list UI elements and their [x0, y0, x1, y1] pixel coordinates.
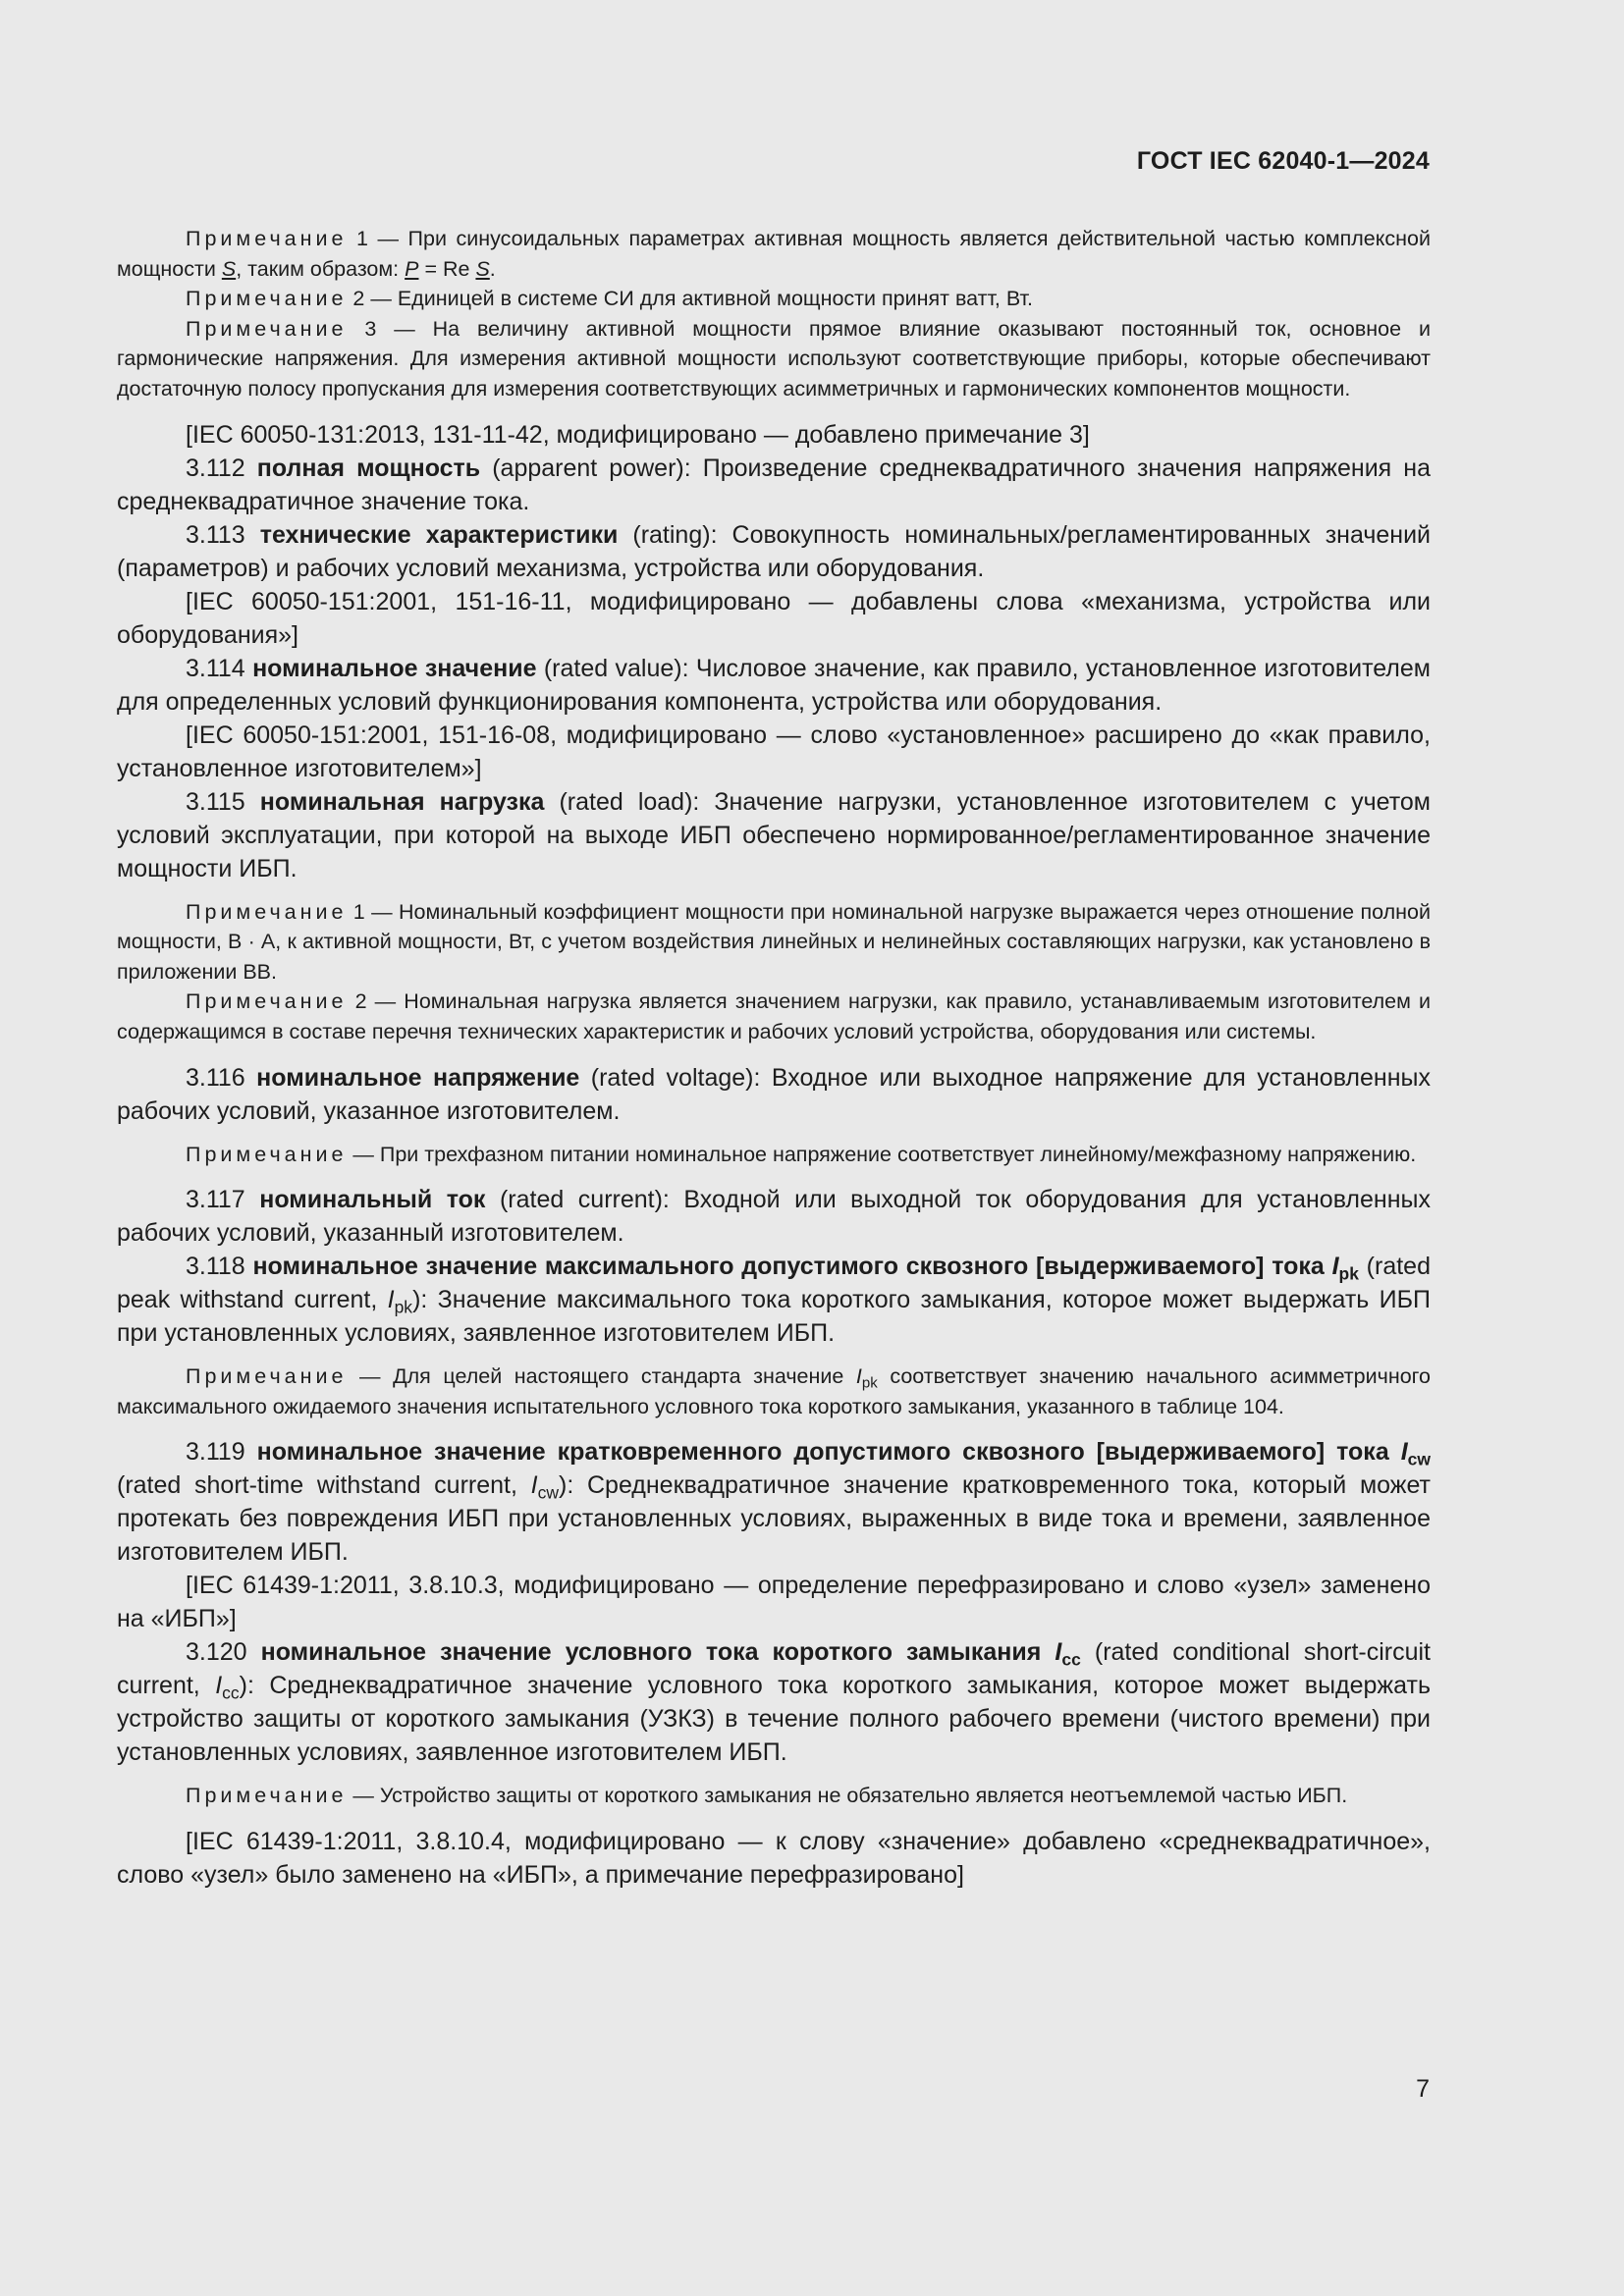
document-header: ГОСТ IEC 62040-1—2024 [1136, 147, 1430, 175]
reference-4: [IEC 61439-1:2011, 3.8.10.3, модифицировано — определение перефразировано и слово «узел» заменено на «ИБП»] [117, 1572, 1431, 1633]
symbol-i: I [855, 1364, 862, 1389]
reference-2: [IEC 60050-151:2001, 151-16-11, модифицировано — добавлены слова «механизма, устройства или оборудования»] [117, 587, 1431, 649]
term-title: номинальный ток [259, 1186, 486, 1214]
note-120: Примечание — Устройство защиты от короткого замыкания не обязательно является неотъемлемой частью ИБП. [186, 1784, 1348, 1808]
symbol-i: I [387, 1286, 395, 1314]
note-1: Примечание 1 — При синусоидальных параметрах активная мощность является действительной частью комплексной мощности S, таким образом: P = Re S. [117, 227, 1431, 281]
term-3-115: 3.115 номинальная нагрузка (rated load): Значение нагрузки, установленное изготовителем с учетом условий эксплуатации, при которой на выходе ИБП обеспечено нормированное/регламентированное значение мощности ИБП. [117, 787, 1431, 882]
term-3-116: 3.116 номинальное напряжение (rated voltage): Входное или выходное напряжение для установленных рабочих условий, указанное изготовителем. [117, 1063, 1431, 1125]
term-title: номинальное значение кратковременного допустимого сквозного [выдерживаемого] тока [256, 1438, 1401, 1467]
term-3-114: 3.114 номинальное значение (rated value): Числовое значение, как правило, установленное изготовителем для определенных условий функционирования компонента, устройства или оборудования. [117, 654, 1431, 716]
reference-1: [IEC 60050-131:2013, 131-11-42, модифицировано — добавлено примечание 3] [186, 420, 1090, 449]
symbol-p: P [405, 256, 419, 281]
note-2: Примечание 2 — Единицей в системе СИ для активной мощности принят ватт, Вт. [186, 287, 1033, 311]
note-3: Примечание 3 — На величину активной мощности прямое влияние оказывают постоянный ток, основное и гармонические напряжения. Для измерения активной мощности используют соответствующие приборы, которые обеспечивают достаточную полосу пропускания для измерения соответствующих асимметричных и гармонических компонентов мощности. [117, 316, 1431, 400]
term-title: номинальное значение [252, 654, 537, 682]
page-content [117, 224, 1431, 1892]
note-label: Примечание [186, 316, 348, 341]
term-title: номинальное значение условного тока короткого замыкания [260, 1638, 1056, 1667]
symbol-s: S [475, 256, 490, 281]
term-title: технические характеристики [259, 520, 619, 549]
symbol-s: S [221, 256, 237, 281]
term-title: полная мощность [256, 454, 481, 482]
term-3-118: 3.118 номинальное значение максимального допустимого сквозного [выдерживаемого] тока $I_{pk}$ (rated peak withstand current, $I_{pk}$): Значение максимального тока короткого замыкания, которое может выдержать ИБП при установленных условиях, заявленное изготовителем ИБП. [117, 1253, 1431, 1348]
reference-3: [IEC 60050-151:2001, 151-16-08, модифицировано — слово «установленное» расширено до «как правило, установленное изготовителем»] [117, 721, 1431, 782]
term-3-120: 3.120 номинальное значение условного тока короткого замыкания $I_{cc}$ (rated conditional short-circuit current, $I_{cc}$): Среднеквадратичное значение условного тока короткого замыкания, которое может выдержать устройство защиты от короткого замыкания (УЗКЗ) в течение полного рабочего времени (чистого времени) при установленных условиях, заявленное изготовителем ИБП. [117, 1638, 1432, 1767]
term-3-112: 3.112 полная мощность (apparent power): Произведение среднеквадратичного значения напряжения на среднеквадратичное значение тока. [117, 454, 1431, 515]
note-label: Примечание [186, 989, 348, 1014]
page-number: 7 [1416, 2075, 1430, 2103]
note-label: Примечание [186, 1784, 348, 1808]
note-label: Примечание [186, 1364, 348, 1389]
symbol-i: I [1055, 1638, 1062, 1667]
note-118: Примечание — Для целей настоящего стандарта значение $I_{pk}$ соответствует значению начального асимметричного максимального ожидаемого значения испытательного условного тока короткого замыкания, указанного в таблице 104. [117, 1364, 1431, 1418]
symbol-i: I [1400, 1438, 1408, 1467]
reference-5: [IEC 61439-1:2011, 3.8.10.4, модифицировано — к слову «значение» добавлено «среднеквадратичное», слово «узел» было заменено на «ИБП», а примечание перефразировано] [117, 1827, 1431, 1889]
symbol-i: I [1331, 1253, 1339, 1281]
note-label: Примечание [186, 899, 348, 924]
note-115-1: Примечание 1 — Номинальный коэффициент мощности при номинальной нагрузке выражается через отношение полной мощности, В · А, к активной мощности, Вт, с учетом воздействия линейных и нелинейных составляющих нагрузки, как установлено в приложении ВВ. [117, 899, 1431, 984]
note-label: Примечание [186, 287, 348, 311]
symbol-i: I [215, 1672, 223, 1700]
symbol-i: I [530, 1471, 538, 1500]
term-3-119: 3.119 номинальное значение кратковременного допустимого сквозного [выдерживаемого] тока $I_{cw}$ (rated short-time withstand current, $I_{cw}$): Среднеквадратичное значение кратковременного тока, который может протекать без повреждения ИБП при установленных условиях, выраженных в виде тока и времени, заявленное изготовителем ИБП. [117, 1438, 1431, 1567]
term-title: номинальное напряжение [256, 1063, 580, 1092]
note-label: Примечание [186, 1142, 348, 1166]
term-3-113: 3.113 технические характеристики (rating): Совокупность номинальных/регламентированных значений (параметров) и рабочих условий механизма, устройства или оборудования. [117, 520, 1432, 582]
term-title: номинальная нагрузка [259, 787, 545, 816]
note-116: Примечание — При трехфазном питании номинальное напряжение соответствует линейному/межфазному напряжению. [186, 1142, 1417, 1166]
note-label: Примечание [186, 227, 348, 250]
term-title: номинальное значение максимального допустимого сквозного [выдерживаемого] тока [252, 1253, 1332, 1281]
note-115-2: Примечание 2 — Номинальная нагрузка является значением нагрузки, как правило, устанавливаемым изготовителем и содержащимся в составе перечня технических характеристик и рабочих условий устройства, оборудования или системы. [117, 989, 1431, 1043]
term-3-117: 3.117 номинальный ток (rated current): Входной или выходной ток оборудования для установленных рабочих условий, указанный изготовителем. [117, 1186, 1431, 1248]
